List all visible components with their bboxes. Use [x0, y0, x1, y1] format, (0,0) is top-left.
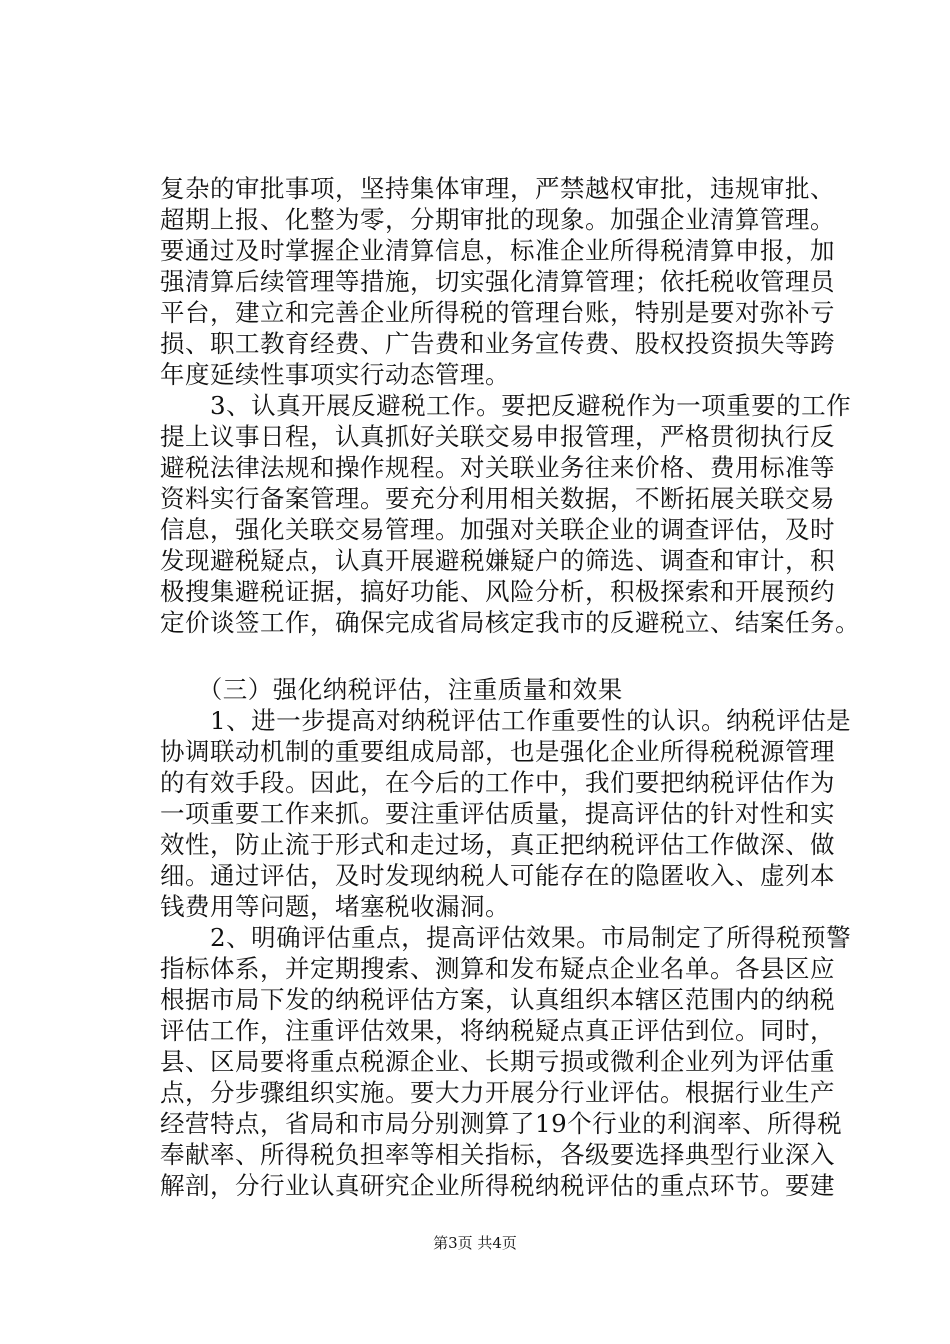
text-line: 资料实行备案管理。要充分利用相关数据，不断拓展关联交易 — [160, 484, 835, 513]
text-line: 效性，防止流于形式和走过场，真正把纳税评估工作做深、做 — [160, 830, 835, 859]
text-line: 评估工作，注重评估效果，将纳税疑点真正评估到位。同时， — [160, 1016, 835, 1045]
paragraph-start-line: 2、明确评估重点，提高评估效果。市局制定了所得税预警 — [160, 923, 852, 952]
text-line: 协调联动机制的重要组成局部，也是强化企业所得税税源管理 — [160, 737, 835, 766]
body-text — [160, 173, 860, 1201]
text-line: 提上议事日程，认真抓好关联交易申报管理，严格贯彻执行反 — [160, 422, 835, 451]
text-line: 定价谈签工作，确保完成省局核定我市的反避税立、结案任务。 — [160, 608, 860, 637]
text-line: 指标体系，并定期搜索、测算和发布疑点企业名单。各县区应 — [160, 954, 835, 983]
text-line: 年度延续性事项实行动态管理。 — [160, 360, 510, 389]
text-line: 的有效手段。因此，在今后的工作中，我们要把纳税评估作为 — [160, 768, 835, 797]
text-line: 一项重要工作来抓。要注重评估质量，提高评估的针对性和实 — [160, 799, 835, 828]
text-line: 根据市局下发的纳税评估方案，认真组织本辖区范围内的纳税 — [160, 985, 835, 1014]
section-heading: （三）强化纳税评估，注重质量和效果 — [160, 675, 623, 704]
text-line: 钱费用等问题，堵塞税收漏洞。 — [160, 892, 510, 921]
text-line: 损、职工教育经费、广告费和业务宣传费、股权投资损失等跨 — [160, 329, 835, 358]
page-number-footer: 第3页 共4页 — [433, 1234, 517, 1252]
paragraph-gap — [160, 638, 860, 674]
text-line: 解剖，分行业认真研究企业所得税纳税评估的重点环节。要建 — [160, 1171, 835, 1200]
text-line: 县、区局要将重点税源企业、长期亏损或微利企业列为评估重 — [160, 1047, 835, 1076]
text-line: 经营特点，省局和市局分别测算了19个行业的利润率、所得税 — [160, 1109, 843, 1138]
text-line: 点，分步骤组织实施。要大力开展分行业评估。根据行业生产 — [160, 1078, 835, 1107]
text-line: 避税法律法规和操作规程。对关联业务往来价格、费用标准等 — [160, 453, 835, 482]
text-line: 超期上报、化整为零，分期审批的现象。加强企业清算管理。 — [160, 205, 835, 234]
text-line: 细。通过评估，及时发现纳税人可能存在的隐匿收入、虚列本 — [160, 861, 835, 890]
text-line: 强清算后续管理等措施，切实强化清算管理；依托税收管理员 — [160, 267, 835, 296]
text-line: 奉献率、所得税负担率等相关指标，各级要选择典型行业深入 — [160, 1140, 835, 1169]
text-line: 发现避税疑点，认真开展避税嫌疑户的筛选、调查和审计，积 — [160, 546, 835, 575]
text-line: 复杂的审批事项，坚持集体审理，严禁越权审批，违规审批、 — [160, 174, 835, 203]
text-line: 平台，建立和完善企业所得税的管理台账，特别是要对弥补亏 — [160, 298, 835, 327]
paragraph-start-line: 3、认真开展反避税工作。要把反避税作为一项重要的工作 — [160, 391, 852, 420]
paragraph-start-line: 1、进一步提高对纳税评估工作重要性的认识。纳税评估是 — [160, 706, 852, 735]
text-line: 要通过及时掌握企业清算信息，标准企业所得税清算申报，加 — [160, 236, 835, 265]
text-line: 极搜集避税证据，搞好功能、风险分析，积极探索和开展预约 — [160, 577, 835, 606]
text-line: 信息，强化关联交易管理。加强对关联企业的调查评估，及时 — [160, 515, 835, 544]
